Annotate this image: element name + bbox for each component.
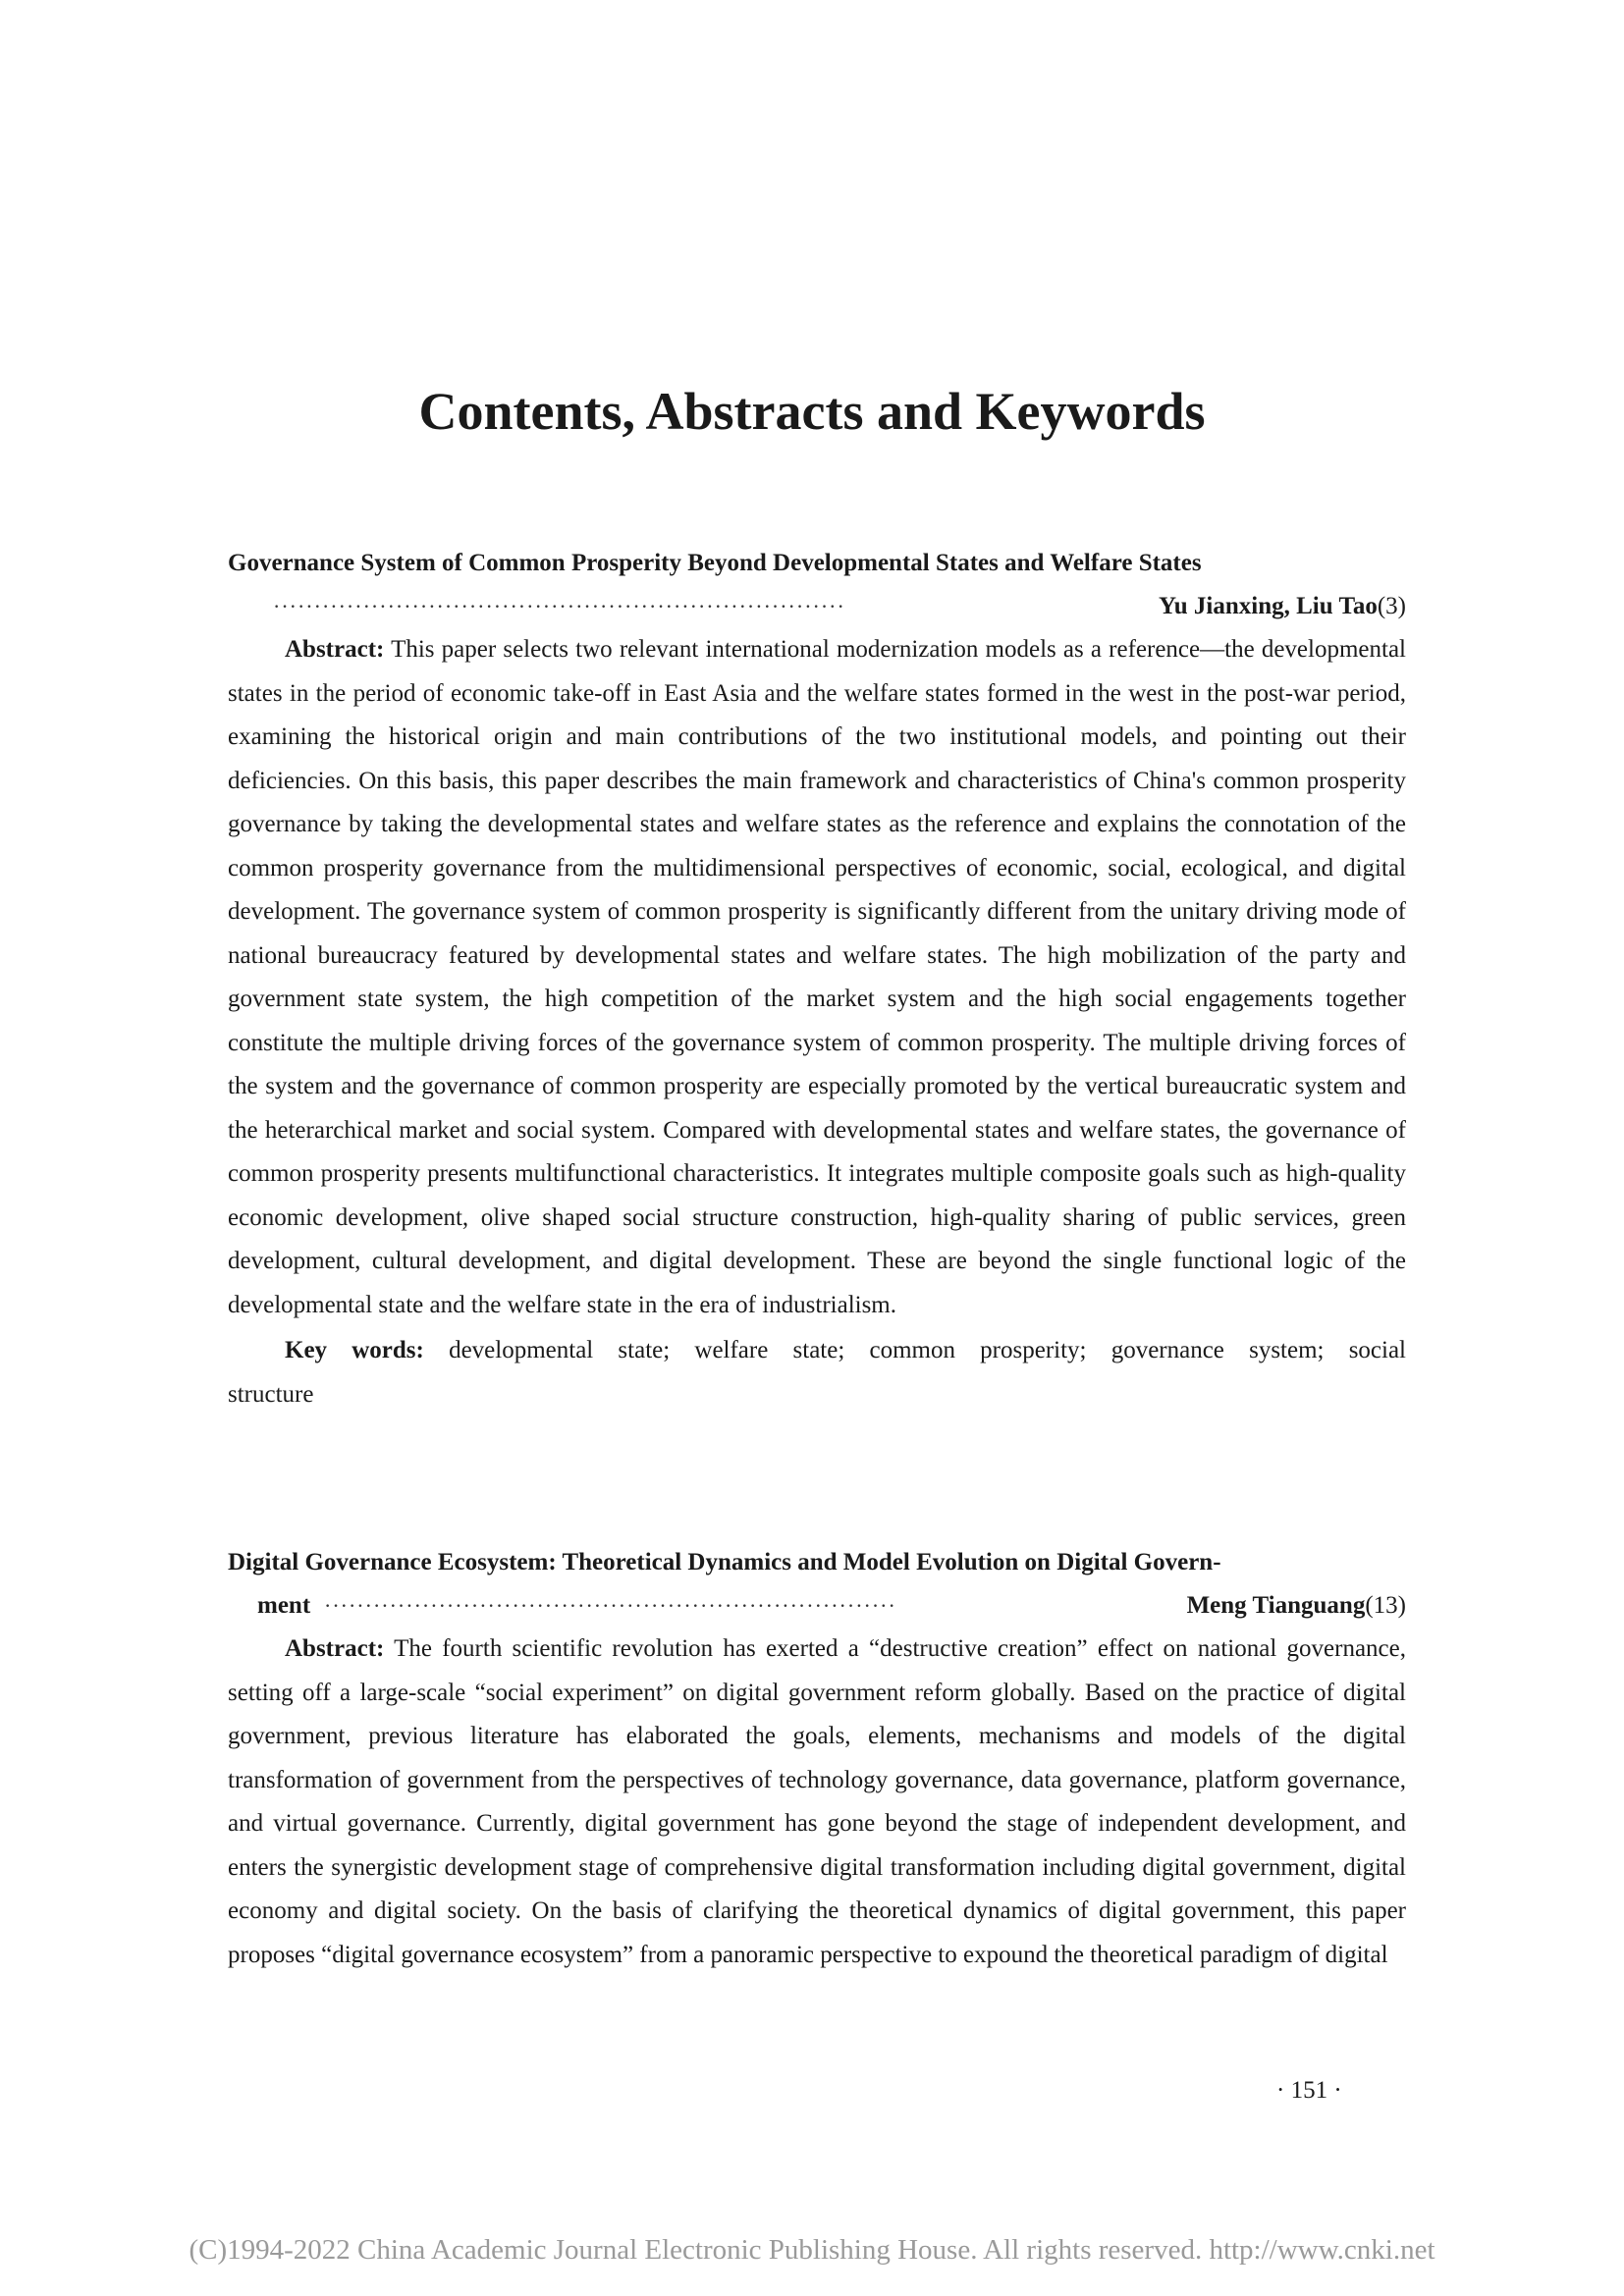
- authors: [1181, 1584, 1406, 1628]
- article-entry-2: [228, 1541, 1406, 1977]
- author-names: Meng Tianguang: [1186, 1592, 1366, 1619]
- abstract-label: Abstract:: [285, 1635, 385, 1662]
- article-entry-1: [228, 542, 1406, 1416]
- article-title-continuation: ment: [257, 1592, 311, 1619]
- page-reference: (13): [1365, 1592, 1406, 1619]
- keywords-label: Key words:: [285, 1337, 424, 1363]
- author-names: Yu Jianxing, Liu Tao: [1159, 593, 1378, 619]
- authors: [1153, 585, 1406, 628]
- abstract-text: The fourth scientific revolution has exerted a “destructive creation” effect on national governance, setting off a large-scale “social experiment” on digital government reform globally. Based on the practice of digital government, previous literature has elaborated the goals, elements, mechanisms and models of the digital transformation of government from the perspectives of technology governance, data governance, platform governance, and virtual governance. Currently, digital government has gone beyond the stage of independent development, and enters the synergistic development stage of comprehensive digital transformation including digital government, digital economy and digital society. On the basis of clarifying the theoretical dynamics of digital government, this paper proposes “digital governance ecosystem” from a panoramic perspective to expound the theoretical paradigm of digital: [228, 1635, 1406, 1968]
- page-title: Contents, Abstracts and Keywords: [418, 382, 1206, 441]
- byline: [228, 1584, 1406, 1628]
- article-title: Governance System of Common Prosperity Beyond Developmental States and Welfare States: [228, 550, 1202, 576]
- abstract: [228, 628, 1406, 1327]
- leader-dots: ······································································: [324, 1593, 896, 1618]
- copyright-watermark: (C)1994-2022 China Academic Journal Electronic Publishing House. All rights reserved. http://www.cnki.net: [189, 2234, 1435, 2266]
- leader-dots: ······································································: [273, 594, 845, 618]
- keywords: [228, 1329, 1406, 1416]
- page-reference: (3): [1377, 593, 1406, 619]
- byline: [228, 585, 1406, 628]
- keywords-text: developmental state; welfare state; common prosperity; governance system; social structure: [228, 1337, 1407, 1408]
- abstract-label: Abstract:: [285, 636, 385, 663]
- abstract-text: This paper selects two relevant international modernization models as a reference—the developmental states in the period of economic take-off in East Asia and the welfare states formed in the west in the post-war period, examining the historical origin and main contributions of the two institutional models, and pointing out their deficiencies. On this basis, this paper describes the main framework and characteristics of China's common prosperity governance by taking the developmental states and welfare states as the reference and explains the connotation of the common prosperity governance from the multidimensional perspectives of economic, social, ecological, and digital development. The governance system of common prosperity is significantly different from the unitary driving mode of national bureaucracy featured by developmental states and welfare states. The high mobilization of the party and government state system, the high competition of the market system and the high social engagements together constitute the multiple driving forces of the governance system of common prosperity. The multiple driving forces of the system and the governance of common prosperity are especially promoted by the vertical bureaucratic system and the heterarchical market and social system. Compared with developmental states and welfare states, the governance of common prosperity presents multifunctional characteristics. It integrates multiple composite goals such as high-quality economic development, olive shaped social structure construction, high-quality sharing of public services, green development, cultural development, and digital development. These are beyond the single functional logic of the developmental state and the welfare state in the era of industrialism.: [228, 636, 1406, 1318]
- abstract: [228, 1628, 1406, 1977]
- page-number: · 151 ·: [1276, 2077, 1342, 2104]
- article-title: Digital Governance Ecosystem: Theoretical Dynamics and Model Evolution on Digital Govern-: [228, 1549, 1221, 1575]
